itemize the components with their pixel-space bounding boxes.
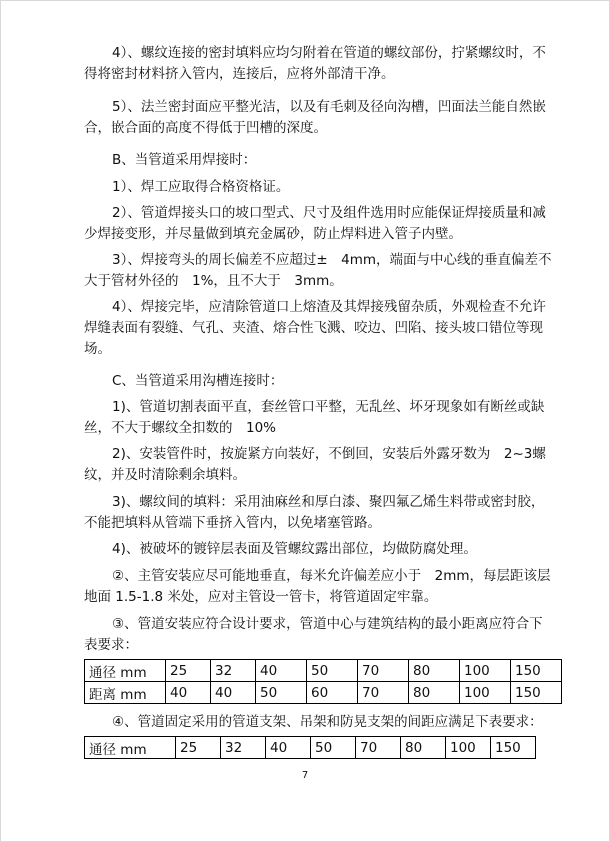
paragraph-threaded-seal: 4）、螺纹连接的密封填料应均匀附着在管道的螺纹部份，拧紧螺纹时，不得将密封材料挤入管内，连接后，应将外部清干净。 (84, 45, 546, 82)
table-cell: 25 (166, 660, 211, 682)
paragraph-weld-groove: 2）、管道焊接头口的坡口型式、尺寸及组件选用时应能保证焊接质量和减少焊接变形，并尽量做到填充金属砂，防止焊料进入管子内壁。 (84, 205, 546, 242)
table-cell: 100 (460, 682, 511, 704)
paragraph-fitting-install: 2)、安装管件时，按旋紧方向装好，不倒回，安装后外露牙数为 2~3螺纹，并及时清除剩余填料。 (84, 446, 546, 483)
paragraph-thread-filler: 3)、螺纹间的填料：采用油麻丝和厚白漆、聚四氟乙烯生料带或密封胶，不能把填料从管端下垂挤入管内，以免堵塞管路。 (84, 494, 545, 531)
table-cell: 32 (221, 737, 266, 759)
table-cell: 50 (311, 737, 356, 759)
table-cell: 80 (401, 737, 446, 759)
table-row (85, 737, 536, 759)
page-number: 7 (301, 770, 309, 781)
paragraph-support-spacing: ④、管道固定采用的管道支架、吊架和防晃支架的间距应满足下表要求： (112, 714, 543, 730)
table-cell: 距离 mm (85, 682, 166, 704)
paragraph-welder-cert: 1）、焊工应取得合格资格证。 (112, 179, 290, 195)
table-cell: 70 (356, 737, 401, 759)
table-cell: 60 (307, 682, 358, 704)
table-cell: 150 (511, 682, 562, 704)
table-cell: 通径 mm (85, 660, 166, 682)
table-cell: 70 (358, 660, 409, 682)
heading-welding: B、当管道采用焊接时： (112, 152, 257, 168)
heading-groove-connection: C、当管道采用沟槽连接时： (112, 373, 284, 389)
paragraph-min-distance: ③、管道安装应符合设计要求，管道中心与建筑结构的最小距离应符合下表要求： (84, 616, 543, 653)
paragraph-anticorrosion: 4)、被破坏的镀锌层表面及管螺纹露出部位，均做防腐处理。 (112, 541, 477, 557)
distance-table (84, 659, 562, 704)
table-cell: 50 (256, 682, 307, 704)
table-cell: 40 (266, 737, 311, 759)
table-row (85, 660, 562, 682)
paragraph-weld-elbow: 3）、焊接弯头的周长偏差不应超过± 4mm，端面与中心线的垂直偏差不大于管材外径的 1%，且不大于 3mm。 (84, 252, 552, 289)
table-cell: 32 (211, 660, 256, 682)
paragraph-pipe-cutting: 1)、管道切割表面平直，套丝管口平整，无乱丝、坏牙现象如有断丝或缺丝，不大于螺纹全扣数的 10% (84, 399, 545, 436)
table-cell: 70 (358, 682, 409, 704)
table-cell: 80 (409, 660, 460, 682)
table-cell: 100 (446, 737, 491, 759)
paragraph-weld-inspection: 4）、焊接完毕，应清除管道口上熔渣及其焊接残留杂质，外观检查不允许焊缝表面有裂缝、气孔、夹渣、熔合性飞溅、咬边、凹陷、接头坡口错位等现场。 (84, 299, 546, 357)
support-spacing-table (84, 736, 536, 759)
table-cell: 40 (211, 682, 256, 704)
table-row (85, 682, 562, 704)
table-cell: 40 (256, 660, 307, 682)
table-cell: 100 (460, 660, 511, 682)
table-cell: 150 (491, 737, 536, 759)
table-cell: 40 (166, 682, 211, 704)
table-cell: 150 (511, 660, 562, 682)
table-cell: 80 (409, 682, 460, 704)
paragraph-main-pipe-vertical: ②、主管安装应尽可能地垂直，每米允许偏差应小于 2mm，每层距该层地面 1.5-1.8 米处，应对主管设一管卡，将管道固定牢靠。 (84, 568, 551, 605)
table-cell: 25 (176, 737, 221, 759)
table-cell: 50 (307, 660, 358, 682)
paragraph-flange-seal: 5）、法兰密封面应平整光洁，以及有毛刺及径向沟槽，凹面法兰能自然嵌合，嵌合面的高度不得低于凹槽的深度。 (84, 99, 546, 136)
table-cell: 通径 mm (85, 737, 176, 759)
